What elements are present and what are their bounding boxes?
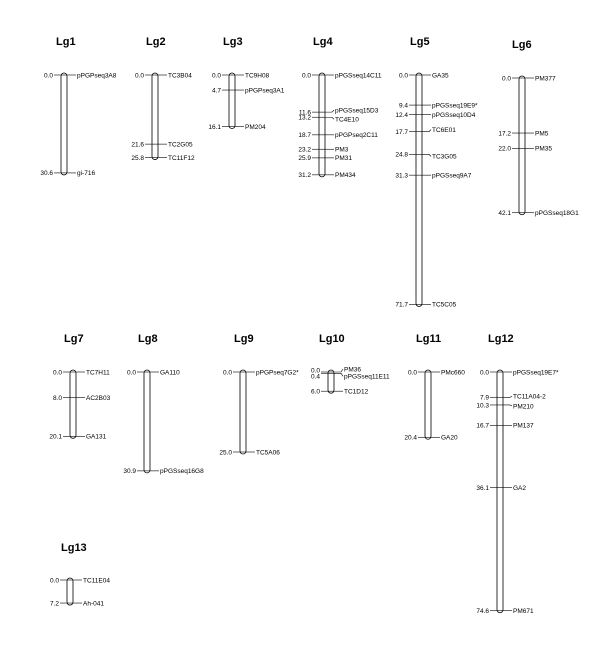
linkage-group-lg9 bbox=[219, 333, 299, 456]
marker-name: TC5C05 bbox=[432, 301, 457, 309]
chromosome-bar bbox=[61, 73, 67, 175]
marker-name: PM671 bbox=[513, 608, 534, 616]
linkage-group-lg5 bbox=[395, 36, 478, 309]
chromosome-bar bbox=[67, 578, 73, 605]
marker-position: 20.4 bbox=[404, 434, 417, 442]
marker-position: 7.9 bbox=[479, 394, 489, 402]
linkage-group-title: Lg12 bbox=[488, 333, 514, 345]
linkage-group-lg4 bbox=[298, 36, 382, 179]
marker-name: pPGSseq19E9* bbox=[432, 102, 478, 110]
marker-position: 9.4 bbox=[398, 102, 408, 110]
marker-name: TC1D12 bbox=[344, 388, 369, 396]
marker-name: pPGSseq16G8 bbox=[160, 468, 204, 476]
marker-name: pPGSseq19E7* bbox=[513, 369, 559, 377]
marker-name: GA110 bbox=[160, 369, 180, 377]
marker-name: pPGSseq11E11 bbox=[344, 373, 390, 381]
marker-position: 0.0 bbox=[222, 369, 232, 377]
marker-position: 74.6 bbox=[476, 608, 489, 616]
marker-name: TC2G05 bbox=[168, 141, 193, 149]
marker-position: 36.1 bbox=[476, 484, 489, 492]
marker-name: pPGPseq3A1 bbox=[245, 87, 285, 95]
marker-name: TC6E01 bbox=[432, 126, 456, 134]
linkage-group-lg8 bbox=[123, 333, 204, 475]
linkage-group-title: Lg10 bbox=[319, 333, 345, 345]
linkage-group-title: Lg6 bbox=[512, 39, 532, 51]
marker-leader bbox=[503, 405, 512, 406]
marker-position: 20.1 bbox=[49, 433, 62, 441]
marker-leader bbox=[334, 369, 343, 372]
marker-position: 0.0 bbox=[211, 72, 221, 80]
marker-position: 31.2 bbox=[298, 172, 311, 180]
marker-name: pPGSseq15D3 bbox=[335, 107, 379, 115]
marker-name: TC4E10 bbox=[335, 116, 359, 124]
marker-leader bbox=[422, 154, 431, 156]
marker-name: pPGPseq7G2* bbox=[256, 369, 299, 377]
marker-position: 0.0 bbox=[43, 72, 53, 80]
linkage-group-lg3 bbox=[208, 36, 284, 131]
linkage-group-title: Lg4 bbox=[313, 36, 333, 48]
marker-name: pPGPseq3A8 bbox=[77, 72, 117, 80]
marker-name: TC3B04 bbox=[168, 72, 192, 80]
marker-leader bbox=[422, 130, 431, 132]
marker-name: pPGSseq14C11 bbox=[335, 72, 382, 80]
marker-name: PM36 bbox=[344, 366, 361, 374]
marker-position: 17.2 bbox=[498, 130, 511, 138]
chromosome-bar bbox=[144, 370, 150, 473]
marker-position: 0.0 bbox=[301, 72, 311, 80]
marker-name: TC11E04 bbox=[83, 577, 110, 585]
marker-position: 0.0 bbox=[501, 75, 511, 83]
linkage-group-title: Lg8 bbox=[138, 333, 158, 345]
marker-position: 42.1 bbox=[498, 210, 511, 218]
marker-name: PM210 bbox=[513, 403, 534, 411]
marker-name: PM3 bbox=[335, 146, 349, 154]
marker-name: PM5 bbox=[535, 130, 549, 138]
marker-name: GA35 bbox=[432, 72, 449, 80]
marker-name: TC9H08 bbox=[245, 72, 270, 80]
marker-position: 0.0 bbox=[310, 367, 320, 375]
linkage-group-lg11 bbox=[404, 333, 465, 442]
marker-leader bbox=[325, 117, 334, 119]
marker-name: pPGSseq9A7 bbox=[432, 172, 472, 180]
marker-name: PM35 bbox=[535, 145, 552, 153]
chromosome-bar bbox=[425, 370, 431, 439]
marker-position: 13.2 bbox=[298, 114, 311, 122]
linkage-group-title: Lg11 bbox=[416, 333, 442, 345]
chromosome-bar bbox=[416, 73, 422, 306]
marker-position: 18.7 bbox=[298, 132, 311, 140]
marker-position: 17.7 bbox=[395, 128, 408, 136]
linkage-group-lg10 bbox=[311, 333, 390, 396]
marker-position: 12.4 bbox=[395, 111, 408, 119]
marker-position: 25.8 bbox=[131, 154, 144, 162]
marker-name: AC2B03 bbox=[86, 394, 111, 402]
linkage-group-title: Lg2 bbox=[146, 36, 166, 48]
chromosome-bar bbox=[152, 73, 158, 160]
marker-position: 0.0 bbox=[398, 72, 408, 80]
marker-leader bbox=[325, 110, 334, 112]
marker-name: TC7H11 bbox=[86, 369, 110, 377]
marker-name: GA2 bbox=[513, 484, 527, 492]
marker-name: Ah-041 bbox=[83, 600, 104, 608]
marker-position: 25.0 bbox=[219, 449, 232, 457]
marker-position: 31.3 bbox=[395, 172, 408, 180]
marker-name: TC3G05 bbox=[432, 153, 457, 161]
marker-position: 0.0 bbox=[126, 369, 136, 377]
marker-position: 0.0 bbox=[52, 369, 62, 377]
marker-name: TC11A04-2 bbox=[513, 393, 546, 401]
chromosome-bar bbox=[519, 76, 525, 215]
marker-name: TC11F12 bbox=[168, 154, 195, 162]
marker-position: 0.0 bbox=[134, 72, 144, 80]
marker-name: TC5A06 bbox=[256, 449, 280, 457]
linkage-group-title: Lg13 bbox=[61, 542, 87, 554]
marker-name: PMc660 bbox=[441, 369, 465, 377]
chromosome-bar bbox=[240, 370, 246, 454]
chromosome-bar bbox=[70, 370, 76, 438]
marker-position: 30.9 bbox=[123, 468, 136, 476]
marker-name: PM434 bbox=[335, 172, 356, 180]
linkage-group-lg1 bbox=[40, 36, 116, 177]
marker-name: gi-716 bbox=[77, 170, 96, 178]
linkage-group-lg13 bbox=[50, 542, 110, 607]
marker-position: 6.0 bbox=[310, 388, 320, 396]
linkage-group-lg12 bbox=[476, 333, 559, 615]
marker-name: pPGSseq18G1 bbox=[535, 210, 579, 218]
marker-position: 11.6 bbox=[298, 109, 311, 117]
marker-position: 8.0 bbox=[52, 394, 62, 402]
marker-name: pPGSseq10D4 bbox=[432, 111, 476, 119]
marker-position: 4.7 bbox=[211, 87, 221, 95]
marker-position: 30.6 bbox=[40, 170, 53, 178]
marker-position: 0.4 bbox=[310, 373, 320, 381]
marker-position: 22.0 bbox=[498, 145, 511, 153]
marker-name: PM137 bbox=[513, 422, 534, 430]
chromosome-bar bbox=[319, 73, 325, 177]
marker-leader bbox=[503, 396, 512, 397]
linkage-group-title: Lg1 bbox=[56, 36, 76, 48]
linkage-group-lg6 bbox=[498, 39, 579, 217]
marker-position: 10.3 bbox=[476, 402, 489, 410]
marker-name: GA131 bbox=[86, 433, 107, 441]
marker-position: 24.8 bbox=[395, 151, 408, 159]
linkage-group-lg7 bbox=[49, 333, 110, 441]
linkage-group-title: Lg9 bbox=[234, 333, 254, 345]
marker-leader bbox=[334, 373, 343, 376]
marker-position: 71.7 bbox=[395, 301, 408, 309]
linkage-group-title: Lg5 bbox=[410, 36, 430, 48]
marker-name: pPGPseq2C11 bbox=[335, 132, 378, 140]
marker-position: 16.1 bbox=[208, 123, 221, 131]
marker-position: 0.0 bbox=[479, 369, 489, 377]
chromosome-bar bbox=[229, 73, 235, 129]
marker-position: 0.0 bbox=[407, 369, 417, 377]
marker-position: 16.7 bbox=[476, 422, 489, 430]
chromosome-bar bbox=[497, 370, 503, 613]
linkage-group-lg2 bbox=[131, 36, 195, 162]
marker-position: 7.2 bbox=[49, 600, 59, 608]
marker-position: 25.9 bbox=[298, 155, 311, 163]
marker-name: GA20 bbox=[441, 434, 458, 442]
marker-position: 23.2 bbox=[298, 146, 311, 154]
marker-name: PM31 bbox=[335, 155, 352, 163]
linkage-group-title: Lg7 bbox=[64, 333, 84, 345]
marker-position: 21.6 bbox=[131, 141, 144, 149]
linkage-group-title: Lg3 bbox=[223, 36, 243, 48]
marker-name: PM377 bbox=[535, 75, 556, 83]
marker-name: PM204 bbox=[245, 123, 266, 131]
marker-position: 0.0 bbox=[49, 577, 59, 585]
